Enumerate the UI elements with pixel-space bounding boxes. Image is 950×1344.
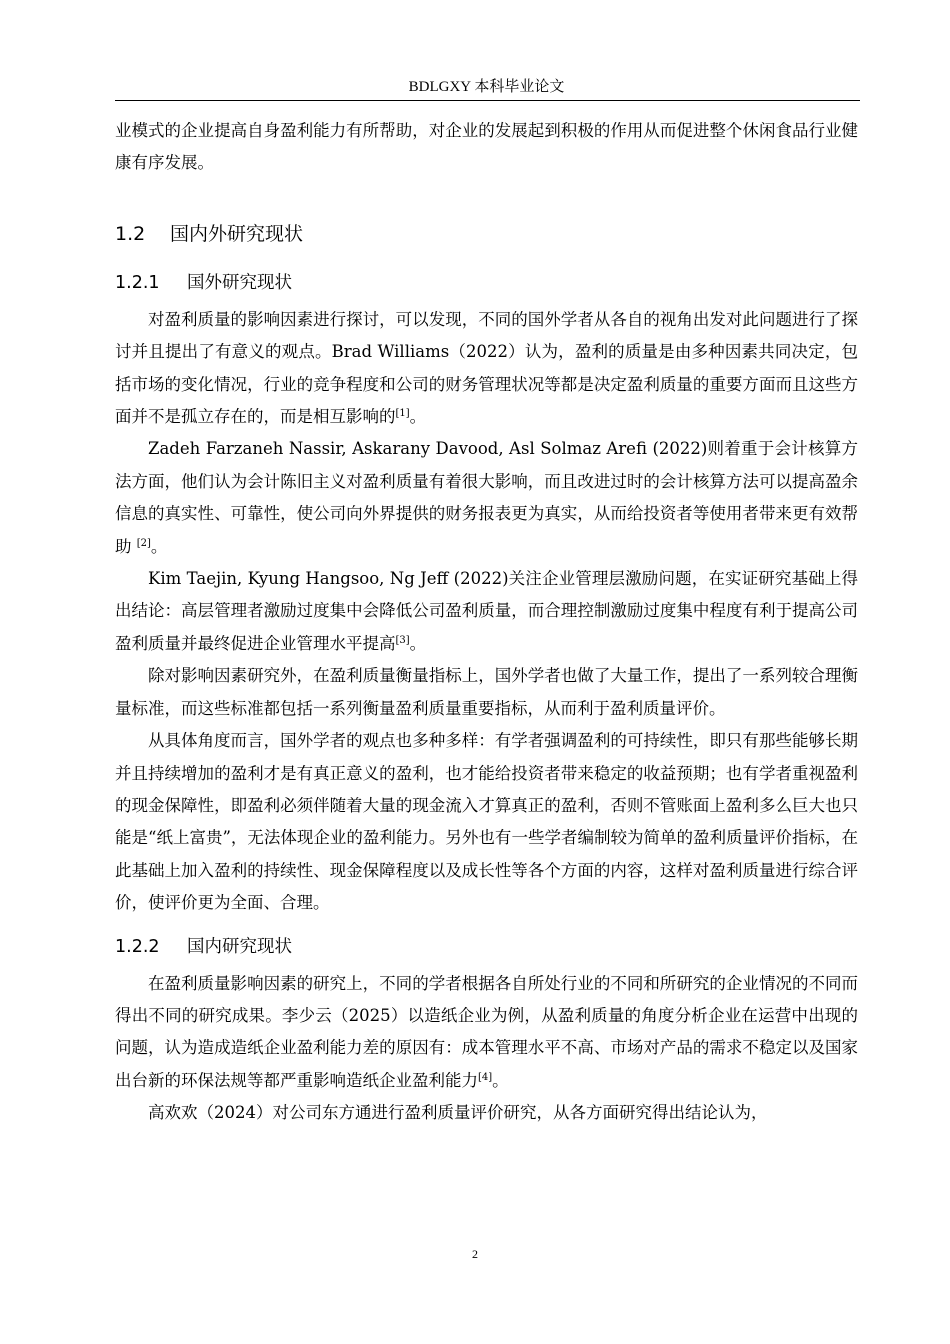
section-heading-1-2: [115, 220, 858, 248]
citation-ref: [4]: [478, 1071, 493, 1083]
paragraph: [115, 968, 858, 1098]
paragraph-text: Zadeh Farzaneh Nassir, Askarany Davood, Asl Solmaz Arefi (2022)则着重于会计核算方法方面，他们认为会计陈旧主义对盈利质量有着很大影响，而且改进过时的会计核算方法可以提高盈余信息的真实性、可靠性，使公司向外界提供的财务报表更为真实，从而给投资者等使用者带来更有效帮助: [115, 439, 858, 556]
subsection-title: 国内研究现状: [187, 936, 292, 957]
page-header: BDLGXY 本科毕业论文: [408, 79, 565, 95]
paragraph-continued: 业模式的企业提高自身盈利能力有所帮助，对企业的发展起到积极的作用从而促进整个休闲食品行业健康有序发展。: [115, 121, 858, 173]
paragraph-end: 。: [150, 536, 168, 556]
citation-ref: [2]: [136, 537, 151, 549]
header-rule: [115, 100, 860, 101]
subsection-heading-1-2-2: [115, 934, 858, 960]
subsection-heading-1-2-1: [115, 270, 858, 296]
paragraph-text: 在盈利质量影响因素的研究上，不同的学者根据各自所处行业的不同和所研究的企业情况的不同而得出不同的研究成果。李少云（2025）以造纸企业为例，从盈利质量的角度分析企业在运营中出现的问题，认为造成造纸企业盈利能力差的原因有：成本管理水平不高、市场对产品的需求不稳定以及国家出台新的环保法规等都严重影响造纸企业盈利能力: [115, 973, 858, 1090]
page-content: [115, 115, 858, 1130]
subsection-number: 1.2.2: [115, 936, 160, 957]
paragraph-text: Kim Taejin, Kyung Hangsoo, Ng Jeff (2022)关注企业管理层激励问题，在实证研究基础上得出结论：高层管理者激励过度集中会降低公司盈利质量，而合理控制激励过度集中程度有利于提高公司盈利质量并最终促进企业管理水平提高: [115, 569, 858, 653]
section-number: 1.2: [115, 222, 146, 245]
paragraph-end: 。: [492, 1070, 509, 1090]
paragraph: [115, 563, 858, 660]
citation-ref: [3]: [395, 634, 410, 646]
paragraph: 从具体角度而言，国外学者的观点也多种多样：有学者强调盈利的可持续性，即只有那些能够长期并且持续增加的盈利才是有真正意义的盈利，也才能给投资者带来稳定的收益预期；也有学者重视盈利的现金保障性，即盈利必须伴随着大量的现金流入才算真正的盈利，否则不管账面上盈利多么巨大也只能是“纸上富贵”，无法体现企业的盈利能力。另外也有一些学者编制较为简单的盈利质量评价指标，在此基础上加入盈利的持续性、现金保障程度以及成长性等各个方面的内容，这样对盈利质量进行综合评价，使评价更为全面、合理。: [115, 731, 858, 913]
section-title: 国内外研究现状: [170, 222, 304, 245]
citation-ref: [1]: [395, 408, 410, 420]
paragraph: 除对影响因素研究外，在盈利质量衡量指标上，国外学者也做了大量工作，提出了一系列较合理衡量标准，而这些标准都包括一系列衡量盈利质量重要指标，从而利于盈利质量评价。: [115, 666, 858, 718]
paragraph: [115, 433, 858, 563]
paragraph-end: 。: [409, 633, 427, 653]
paragraph-end: 。: [409, 407, 427, 427]
page-number: 2: [472, 1247, 478, 1261]
paragraph: 高欢欢（2024）对公司东方通进行盈利质量评价研究，从各方面研究得出结论认为，: [148, 1103, 768, 1123]
subsection-title: 国外研究现状: [187, 272, 292, 293]
paragraph-text: 对盈利质量的影响因素进行探讨，可以发现，不同的国外学者从各自的视角出发对此问题进行了探讨并且提出了有意义的观点。Brad Williams（2022）认为，盈利的质量是由多种因素共同决定，包括市场的变化情况，行业的竞争程度和公司的财务管理状况等都是决定盈利质量的重要方面而且这些方面并不是孤立存在的，而是相互影响的: [115, 309, 858, 427]
subsection-number: 1.2.1: [115, 272, 160, 293]
paragraph: [115, 304, 858, 434]
